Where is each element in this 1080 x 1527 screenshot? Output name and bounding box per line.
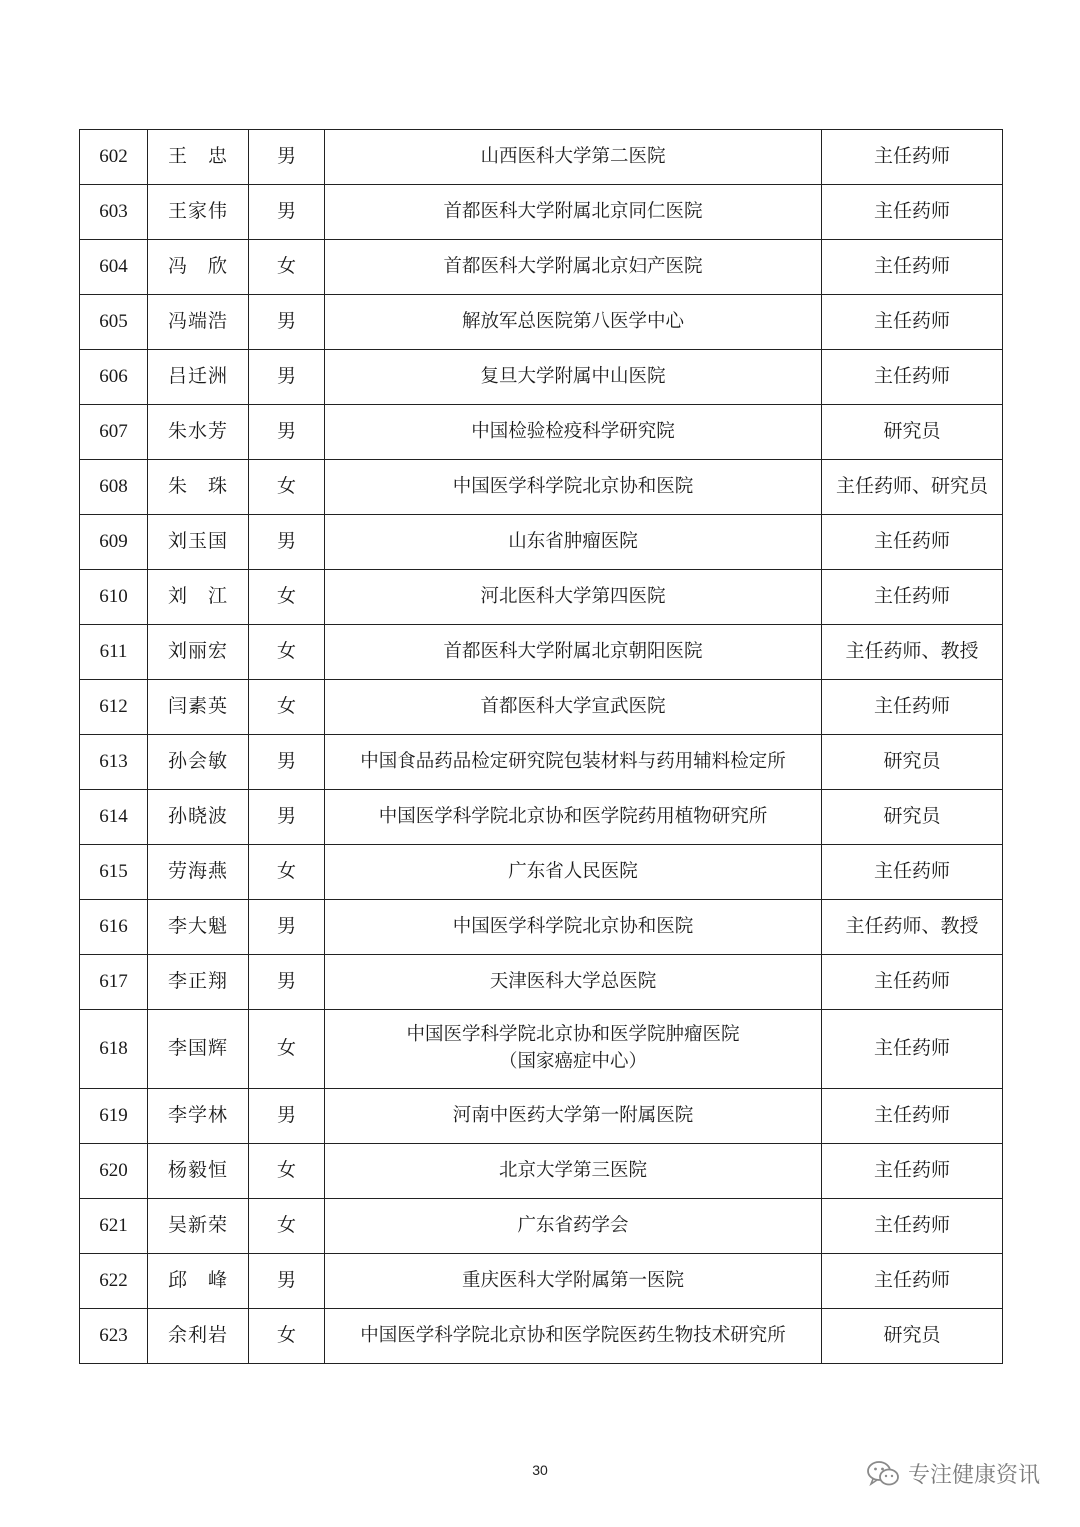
- row-number: 608: [80, 460, 148, 515]
- gender: 男: [249, 900, 325, 955]
- row-number: 616: [80, 900, 148, 955]
- organization: [325, 515, 822, 570]
- table-row: [80, 570, 1003, 625]
- gender: 男: [249, 130, 325, 185]
- person-name: 孙会敏: [148, 735, 249, 790]
- person-name: 王家伟: [148, 185, 249, 240]
- gender: 男: [249, 790, 325, 845]
- table-body: [80, 130, 1003, 1364]
- person-name: 李大魁: [148, 900, 249, 955]
- person-name: 吕迁洲: [148, 350, 249, 405]
- organization: [325, 460, 822, 515]
- organization: [325, 1254, 822, 1309]
- row-number: 612: [80, 680, 148, 735]
- professional-title: 主任药师: [822, 1199, 1003, 1254]
- professional-title: 主任药师: [822, 130, 1003, 185]
- person-name: 朱水芳: [148, 405, 249, 460]
- organization-line: 重庆医科大学附属第一医院: [461, 1269, 684, 1291]
- organization: [325, 295, 822, 350]
- organization: [325, 350, 822, 405]
- gender: 女: [249, 240, 325, 295]
- wechat-icon: [866, 1460, 900, 1488]
- row-number: 619: [80, 1089, 148, 1144]
- professional-title: 研究员: [822, 735, 1003, 790]
- gender: 男: [249, 405, 325, 460]
- organization: [325, 185, 822, 240]
- professional-title: 主任药师: [822, 845, 1003, 900]
- row-number: 622: [80, 1254, 148, 1309]
- table-row: [80, 845, 1003, 900]
- organization: [325, 845, 822, 900]
- professional-title: 主任药师: [822, 1010, 1003, 1089]
- organization-line: （国家癌症中心）: [498, 1051, 647, 1072]
- organization-line: 中国医学科学院北京协和医学院医药生物技术研究所: [360, 1324, 786, 1346]
- organization: [325, 1010, 822, 1089]
- table-row: [80, 1199, 1003, 1254]
- gender: 男: [249, 1089, 325, 1144]
- person-name: 杨毅恒: [148, 1144, 249, 1199]
- gender: 女: [249, 680, 325, 735]
- professional-title: 主任药师: [822, 350, 1003, 405]
- person-name: 李国辉: [148, 1010, 249, 1089]
- table-row: [80, 350, 1003, 405]
- row-number: 604: [80, 240, 148, 295]
- gender: 女: [249, 460, 325, 515]
- professional-title: 主任药师: [822, 955, 1003, 1010]
- person-name: 邱 峰: [148, 1254, 249, 1309]
- row-number: 615: [80, 845, 148, 900]
- gender: 男: [249, 735, 325, 790]
- organization: [325, 1309, 822, 1364]
- professional-title: 主任药师: [822, 515, 1003, 570]
- professional-title: 主任药师: [822, 1144, 1003, 1199]
- organization: [325, 570, 822, 625]
- row-number: 617: [80, 955, 148, 1010]
- organization-line: 中国医学科学院北京协和医学院肿瘤医院: [406, 1024, 740, 1046]
- professional-title: 主任药师: [822, 295, 1003, 350]
- row-number: 609: [80, 515, 148, 570]
- table-row: [80, 460, 1003, 515]
- professional-title: 主任药师、教授: [822, 900, 1003, 955]
- person-name: 劳海燕: [148, 845, 249, 900]
- professional-title: 主任药师: [822, 680, 1003, 735]
- person-name: 刘玉国: [148, 515, 249, 570]
- organization: [325, 735, 822, 790]
- gender: 女: [249, 1309, 325, 1364]
- table-row: [80, 1144, 1003, 1199]
- professional-title: 研究员: [822, 405, 1003, 460]
- person-name: 余利岩: [148, 1309, 249, 1364]
- table-row: [80, 1010, 1003, 1089]
- professional-title: 研究员: [822, 790, 1003, 845]
- organization: [325, 240, 822, 295]
- organization-line: 复旦大学附属中山医院: [480, 365, 666, 387]
- professional-title: 主任药师: [822, 570, 1003, 625]
- professional-title: 主任药师、研究员: [822, 460, 1003, 515]
- row-number: 623: [80, 1309, 148, 1364]
- row-number: 603: [80, 185, 148, 240]
- professional-title: 主任药师: [822, 185, 1003, 240]
- person-name: 吴新荣: [148, 1199, 249, 1254]
- table-row: [80, 790, 1003, 845]
- gender: 男: [249, 185, 325, 240]
- row-number: 620: [80, 1144, 148, 1199]
- experts-table: [79, 129, 1003, 1364]
- table-row: [80, 1089, 1003, 1144]
- professional-title: 主任药师: [822, 1089, 1003, 1144]
- professional-title: 主任药师、教授: [822, 625, 1003, 680]
- organization-line: 广东省药学会: [517, 1214, 629, 1236]
- organization-line: 解放军总医院第八医学中心: [461, 310, 684, 332]
- organization-line: 首都医科大学附属北京朝阳医院: [443, 640, 703, 662]
- table-row: [80, 185, 1003, 240]
- table-row: [80, 1309, 1003, 1364]
- organization-line: 河南中医药大学第一附属医院: [452, 1104, 694, 1126]
- row-number: 602: [80, 130, 148, 185]
- row-number: 610: [80, 570, 148, 625]
- organization-line: 中国检验检疫科学研究院: [471, 420, 675, 442]
- person-name: 孙晓波: [148, 790, 249, 845]
- organization: [325, 1089, 822, 1144]
- professional-title: 研究员: [822, 1309, 1003, 1364]
- organization-line: 广东省人民医院: [508, 860, 638, 882]
- table-row: [80, 130, 1003, 185]
- person-name: 李学林: [148, 1089, 249, 1144]
- gender: 女: [249, 570, 325, 625]
- organization-line: 天津医科大学总医院: [489, 970, 657, 992]
- table-row: [80, 625, 1003, 680]
- person-name: 闫素英: [148, 680, 249, 735]
- row-number: 606: [80, 350, 148, 405]
- gender: 男: [249, 1254, 325, 1309]
- organization-line: 山东省肿瘤医院: [508, 530, 638, 552]
- table-row: [80, 295, 1003, 350]
- row-number: 607: [80, 405, 148, 460]
- table-row: [80, 1254, 1003, 1309]
- person-name: 刘丽宏: [148, 625, 249, 680]
- watermark-text: 专注健康资讯: [907, 1463, 1040, 1488]
- organization: [325, 900, 822, 955]
- organization: [325, 1144, 822, 1199]
- organization-line: 中国食品药品检定研究院包装材料与药用辅料检定所: [360, 750, 786, 772]
- row-number: 614: [80, 790, 148, 845]
- person-name: 李正翔: [148, 955, 249, 1010]
- person-name: 朱 珠: [148, 460, 249, 515]
- table-row: [80, 900, 1003, 955]
- gender: 女: [249, 1144, 325, 1199]
- organization: [325, 1199, 822, 1254]
- organization: [325, 405, 822, 460]
- gender: 女: [249, 845, 325, 900]
- gender: 女: [249, 1199, 325, 1254]
- watermark: [866, 1458, 1040, 1489]
- organization-line: 河北医科大学第四医院: [480, 585, 666, 607]
- organization: [325, 625, 822, 680]
- row-number: 621: [80, 1199, 148, 1254]
- person-name: 冯 欣: [148, 240, 249, 295]
- organization: [325, 955, 822, 1010]
- gender: 男: [249, 295, 325, 350]
- professional-title: 主任药师: [822, 1254, 1003, 1309]
- row-number: 605: [80, 295, 148, 350]
- organization-line: 中国医学科学院北京协和医学院药用植物研究所: [378, 805, 768, 827]
- person-name: 刘 江: [148, 570, 249, 625]
- organization-line: 首都医科大学附属北京妇产医院: [443, 255, 703, 277]
- person-name: 冯端浩: [148, 295, 249, 350]
- gender: 女: [249, 625, 325, 680]
- organization-line: 山西医科大学第二医院: [480, 145, 666, 167]
- organization-line: 首都医科大学宣武医院: [480, 695, 666, 717]
- organization: [325, 680, 822, 735]
- gender: 女: [249, 1010, 325, 1089]
- gender: 男: [249, 350, 325, 405]
- organization-line: 中国医学科学院北京协和医院: [452, 915, 694, 937]
- row-number: 613: [80, 735, 148, 790]
- organization-line: 北京大学第三医院: [498, 1159, 647, 1181]
- table-row: [80, 735, 1003, 790]
- table-row: [80, 405, 1003, 460]
- organization-line: 首都医科大学附属北京同仁医院: [443, 200, 703, 222]
- organization-line: 中国医学科学院北京协和医院: [452, 475, 694, 497]
- row-number: 618: [80, 1010, 148, 1089]
- page-number: 30: [532, 1462, 548, 1478]
- gender: 男: [249, 515, 325, 570]
- gender: 男: [249, 955, 325, 1010]
- professional-title: 主任药师: [822, 240, 1003, 295]
- table-row: [80, 680, 1003, 735]
- table-row: [80, 955, 1003, 1010]
- table-row: [80, 515, 1003, 570]
- organization: [325, 130, 822, 185]
- person-name: 王 忠: [148, 130, 249, 185]
- row-number: 611: [80, 625, 148, 680]
- organization: [325, 790, 822, 845]
- table-row: [80, 240, 1003, 295]
